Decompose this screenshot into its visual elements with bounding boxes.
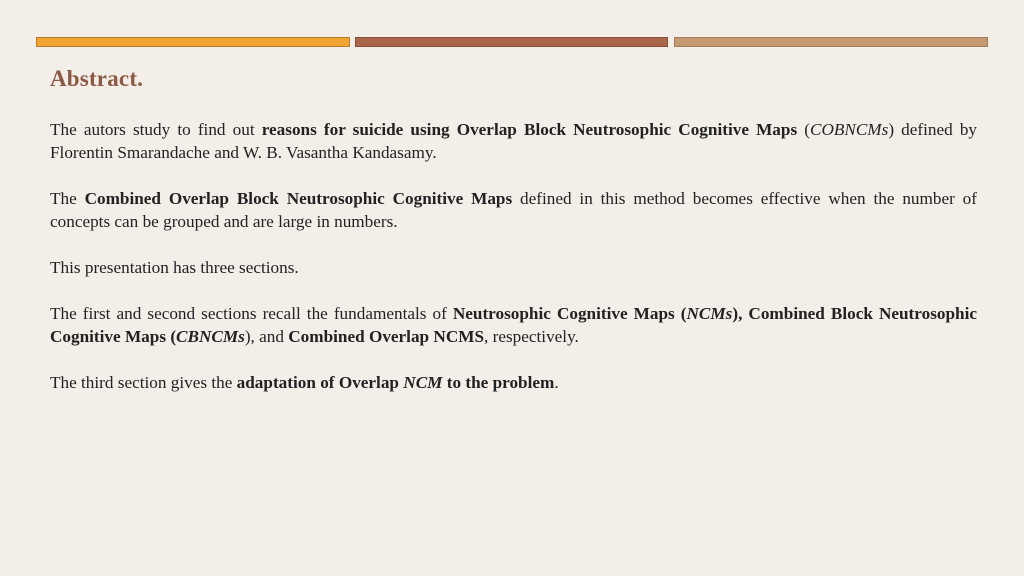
bold-italic-run: CBNCMs	[176, 327, 245, 346]
paragraph-method	[50, 187, 977, 233]
text-run: , respectively.	[484, 327, 579, 346]
text-run: defined in this method becomes effective when the number of concepts can be grouped and are large in numbers.	[50, 189, 977, 231]
text-run: (	[797, 120, 810, 139]
bold-italic-run: NCMs	[686, 304, 733, 323]
italic-run: COBNCMs	[810, 120, 889, 139]
text-run: This presentation has three sections.	[50, 258, 299, 277]
paragraph-third	[50, 371, 977, 394]
header-accent-bars	[36, 37, 988, 47]
paragraph-authors	[50, 118, 977, 164]
text-run: .	[554, 373, 559, 392]
bold-run: Neutrosophic Cognitive Maps (	[452, 304, 687, 323]
paragraph-sections	[50, 256, 977, 279]
accent-bar-tan	[674, 37, 988, 47]
accent-bar-orange	[36, 37, 350, 47]
bold-run: reasons for suicide using Overlap Block Neutrosophic Cognitive Maps	[261, 120, 798, 139]
slide-title: Abstract.	[50, 66, 144, 91]
accent-bar-brown	[355, 37, 668, 47]
bold-run: Combined Overlap Block Neutrosophic Cognitive Maps	[84, 189, 513, 208]
text-run: ), and	[244, 327, 289, 346]
text-run: The first and second sections recall the fundamentals of	[50, 304, 453, 323]
bold-run: adaptation of Overlap	[236, 373, 404, 392]
bold-run: Combined Overlap NCMS	[288, 327, 485, 346]
paragraph-first-second	[50, 302, 977, 348]
text-run: The autors study to find out	[50, 120, 262, 139]
bold-run: to the problem	[442, 373, 555, 392]
text-run: The	[50, 189, 85, 208]
text-run: The third section gives the	[50, 373, 237, 392]
bold-run: ), Combined Block Neutrosophic Cognitive Maps (	[50, 304, 977, 346]
slide-body	[50, 118, 977, 417]
bold-italic-run: NCM	[403, 373, 443, 392]
text-run: ) defined by Florentin Smarandache and W. B. Vasantha Kandasamy.	[50, 120, 978, 162]
